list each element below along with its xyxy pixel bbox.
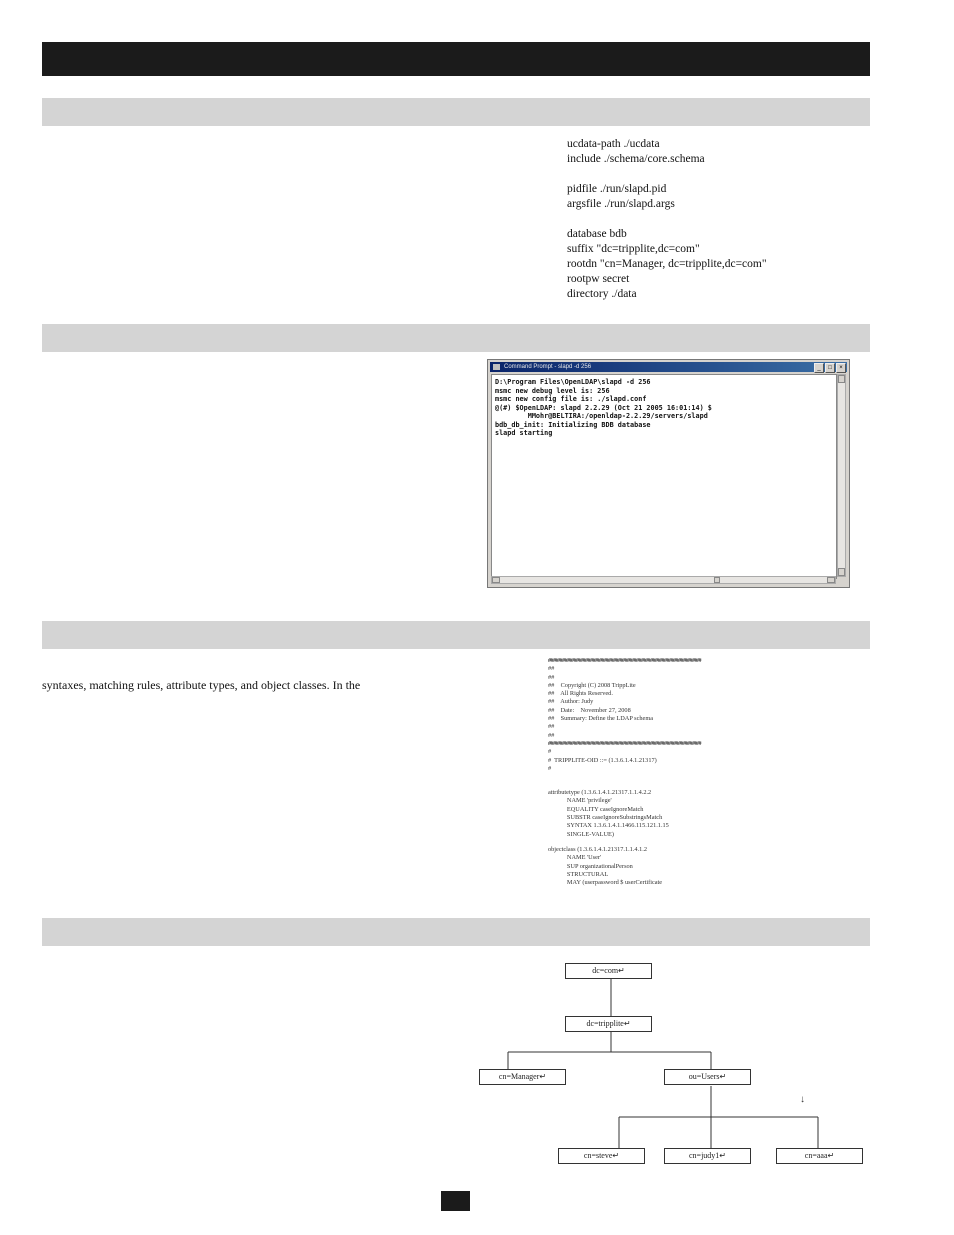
conf-line: database bdb [567,228,627,240]
minimize-icon[interactable]: _ [814,363,824,373]
conf-line: ucdata-path ./ucdata [567,138,660,150]
schema-line: ## Copyright (C) 2008 TrippLite [548,681,636,689]
schema-class-line: MAY (userpassword $ userCertificate [548,879,663,887]
schema-oid-line: # [548,764,552,772]
schema-hash-line: ############################################################ [548,657,701,664]
schema-line: ## [548,723,555,731]
tree-node-org: dc=tripplite↵ [565,1016,652,1032]
console-line: msmc new config file is: ./slapd.conf [495,395,647,403]
console-line: slapd starting [495,429,553,437]
tree-node-leaf-2: cn=judy1↵ [664,1148,751,1164]
console-line: msmc new debug level is: 256 [495,386,610,395]
conf-line: rootpw secret [567,273,630,285]
console-line: bdb_db_init: Initializing BDB database [495,420,651,429]
schema-line: ## Author: Judy [548,698,594,706]
console-line: MMohr@BELTIRA:/openldap-2.2.29/servers/slapd [495,412,708,420]
tree-mark-arrow: ↓ [800,1094,805,1105]
schema-line: ## [548,731,555,739]
body-paragraph: syntaxes, matching rules, attribute types, and object classes. In the [42,678,361,692]
schema-line: ## [548,665,555,673]
schema-attr-line: SYNTAX 1.3.6.1.4.1.1466.115.121.1.15 [548,822,669,830]
schema-attr-line: SUBSTR caseIgnoreSubstringsMatch [548,814,663,822]
conf-line: directory ./data [567,288,637,300]
tree-node-leaf-1: cn=steve↵ [558,1148,645,1164]
tree-node-root: dc=com↵ [565,963,652,979]
conf-line: rootdn "cn=Manager, dc=tripplite,dc=com" [567,258,767,270]
schema-class-line: objectclass (1.3.6.1.4.1.21317.1.1.4.1.2 [548,845,647,853]
conf-line: argsfile ./run/slapd.args [567,198,675,210]
schema-line: ## [548,673,555,681]
schema-class-line: STRUCTURAL [548,870,609,878]
schema-attr-line: SINGLE-VALUE) [548,830,614,838]
conf-line: suffix "dc=tripplite,dc=com" [567,243,700,255]
page-number-box [441,1191,470,1211]
console-line: @(#) $OpenLDAP: slapd 2.2.29 (Oct 21 2005 16:01:14) $ [495,403,712,412]
schema-attr-line: NAME 'privilege' [548,797,612,805]
conf-line: pidfile ./run/slapd.pid [567,183,667,195]
schema-attr-line: attributetype (1.3.6.1.4.1.21317.1.1.4.2.2 [548,789,652,797]
tree-node-leaf-3: cn=aaa↵ [776,1148,863,1164]
schema-class-line: SUP organizationalPerson [548,862,633,870]
schema-line: ## All Rights Reserved. [548,690,613,698]
schema-hash-line: ############################################################ [548,739,701,747]
schema-attr-line: EQUALITY caseIgnoreMatch [548,805,644,813]
schema-class-line: NAME 'User' [548,854,602,862]
schema-line: ## Summary: Define the LDAP schema [548,715,654,723]
console-line: D:\Program Files\OpenLDAP\slapd -d 256 [495,378,651,386]
conf-line: include ./schema/core.schema [567,153,705,165]
close-icon[interactable]: × [836,363,846,373]
schema-line: ## Date: November 27, 2008 [548,706,631,714]
tree-node-manager: cn=Manager↵ [479,1069,566,1085]
schema-oid-line: # [548,748,552,756]
console-title: Command Prompt - slapd -d 256 [504,364,592,370]
schema-oid-line: # TRIPPLITE-OID ::= (1.3.6.1.4.1.21317) [548,756,657,764]
tree-node-users: ou=Users↵ [664,1069,751,1085]
maximize-icon[interactable]: □ [825,363,835,373]
